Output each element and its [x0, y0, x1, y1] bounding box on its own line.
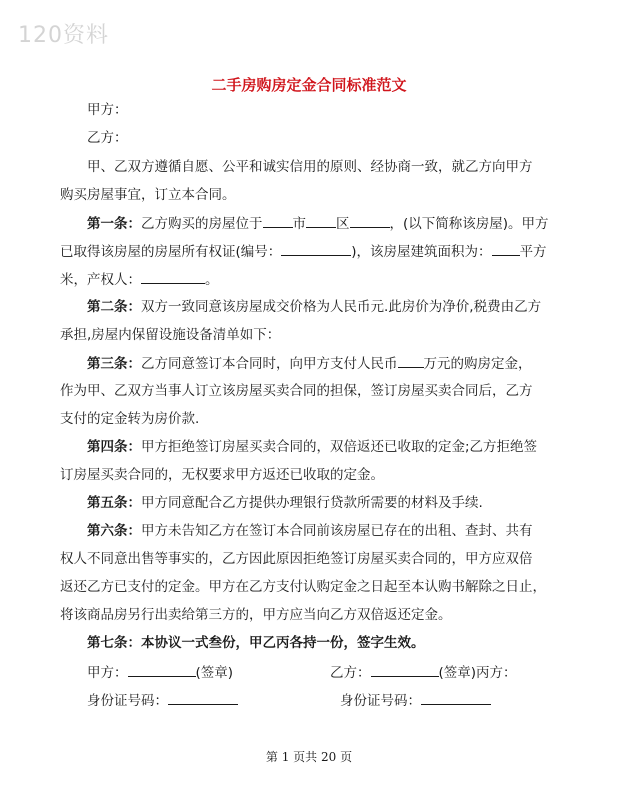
article-4-line-1: 第四条：甲方拒绝签订房屋买卖合同的，双倍返还已收取的定金;乙方拒绝签: [87, 439, 538, 455]
signature-blank: [371, 662, 439, 677]
blank-field: [350, 213, 390, 228]
article-6-line-1: 第六条：甲方未告知乙方在签订本合同前该房屋已存在的出租、查封、共有: [87, 523, 533, 539]
article-6-line-3: 返还乙方已支付的定金。甲方在乙方支付认购定金之日起至本认购书解除之日止，: [60, 579, 546, 595]
article-1-line-3: 米，产权人： 。: [60, 269, 219, 290]
article-5-label: 第五条：: [87, 495, 141, 511]
article-1-label: 第一条：: [87, 216, 141, 232]
blank-field: [263, 213, 293, 228]
document-title: 二手房购房定金合同标准范文: [211, 76, 407, 94]
party-b-line: 乙方：: [87, 130, 128, 146]
blank-field: [398, 353, 424, 368]
party-a-line: 甲方：: [87, 102, 128, 118]
intro-line-1: 甲、乙双方遵循自愿、公平和诚实信用的原则、经协商一致，就乙方向甲方: [87, 159, 533, 175]
signature-blank: [128, 662, 196, 677]
article-2-line-1: 第二条：双方一致同意该房屋成交价格为人民币元.此房价为净价,税费由乙方: [87, 299, 542, 315]
id-blank: [421, 690, 491, 705]
blank-field: [141, 269, 205, 284]
article-3-line-2: 作为甲、乙双方当事人订立该房屋买卖合同的担保，签订房屋买卖合同后，乙方: [60, 383, 533, 399]
signature-party-b: 乙方： (签章)丙方：: [330, 662, 517, 683]
article-2-line-2: 承担,房屋内保留设施设备清单如下：: [60, 327, 281, 343]
article-4-line-2: 订房屋买卖合同的，无权要求甲方返还已收取的定金。: [60, 467, 384, 483]
article-1-line-1: 第一条：乙方购买的房屋位于 市 区 ，(以下简称该房屋)。甲方: [87, 213, 549, 234]
article-1-line-2: 已取得该房屋的房屋所有权证(编号： )，该房屋建筑面积为： 平方: [60, 241, 547, 262]
intro-line-2: 购买房屋事宜，订立本合同。: [60, 187, 236, 203]
blank-field: [306, 213, 336, 228]
article-7-line-1: 第七条：本协议一式叁份，甲乙丙各持一份，签字生效。: [87, 635, 425, 651]
id-number-a: 身份证号码：: [87, 690, 238, 711]
article-3-line-1: 第三条：乙方同意签订本合同时，向甲方支付人民币 万元的购房定金，: [87, 353, 532, 374]
id-blank: [168, 690, 238, 705]
article-3-line-3: 支付的定金转为房价款.: [60, 411, 200, 427]
blank-field: [281, 241, 351, 256]
watermark: 120资料: [18, 23, 109, 48]
signature-party-a: 甲方： (签章): [87, 662, 233, 683]
article-7-label: 第七条：: [87, 635, 141, 651]
article-6-line-4: 将该商品房另行出卖给第三方的，甲方应当向乙方双倍返还定金。: [60, 607, 452, 623]
page-footer: 第 1 页共 20 页: [265, 750, 353, 764]
blank-field: [492, 241, 520, 256]
article-6-label: 第六条：: [87, 523, 141, 539]
article-3-label: 第三条：: [87, 356, 141, 372]
id-number-b: 身份证号码：: [340, 690, 491, 711]
article-2-label: 第二条：: [87, 299, 141, 315]
article-4-label: 第四条：: [87, 439, 141, 455]
article-6-line-2: 权人不同意出售等事实的，乙方因此原因拒绝签订房屋买卖合同的，甲方应双倍: [60, 551, 533, 567]
article-5-line-1: 第五条：甲方同意配合乙方提供办理银行贷款所需要的材料及手续.: [87, 495, 483, 511]
